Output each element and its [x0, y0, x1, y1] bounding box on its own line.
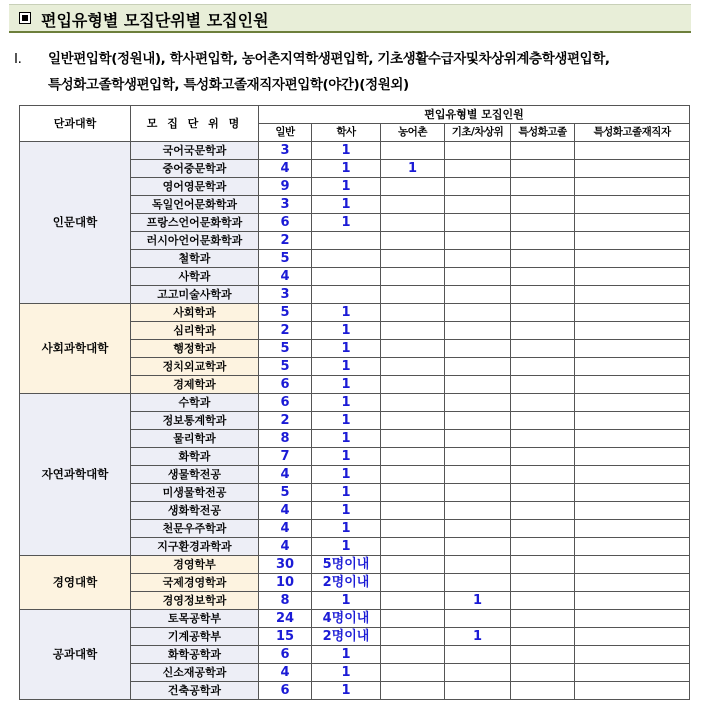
- quota-value: [511, 520, 575, 538]
- intro-number: Ⅰ.: [14, 51, 22, 67]
- quota-value: [511, 142, 575, 160]
- quota-value: [381, 304, 445, 322]
- quota-value: [575, 556, 690, 574]
- quota-value: [575, 394, 690, 412]
- quota-value: [381, 556, 445, 574]
- unit-name: 물리학과: [131, 430, 259, 448]
- quota-value: 5: [259, 358, 312, 376]
- quota-value: [381, 322, 445, 340]
- quota-value: [511, 232, 575, 250]
- quota-value: 1: [312, 160, 381, 178]
- header-unit: 모 집 단 위 명: [131, 106, 259, 142]
- quota-value: [312, 232, 381, 250]
- quota-value: [575, 376, 690, 394]
- quota-value: 1: [312, 502, 381, 520]
- unit-name: 경영학부: [131, 556, 259, 574]
- quota-value: 15: [259, 628, 312, 646]
- quota-value: 5명이내: [312, 556, 381, 574]
- quota-value: [511, 250, 575, 268]
- quota-table: [19, 105, 690, 700]
- quota-value: 1: [312, 448, 381, 466]
- quota-value: [445, 502, 511, 520]
- header-col-rural: 농어촌: [381, 124, 445, 142]
- quota-value: 1: [312, 340, 381, 358]
- unit-name: 중어중문학과: [131, 160, 259, 178]
- quota-value: [575, 466, 690, 484]
- table-row: [20, 142, 690, 160]
- quota-value: [445, 664, 511, 682]
- quota-value: 1: [312, 430, 381, 448]
- unit-name: 지구환경과학과: [131, 538, 259, 556]
- quota-value: 24: [259, 610, 312, 628]
- quota-value: [511, 466, 575, 484]
- quota-value: [511, 592, 575, 610]
- quota-value: [445, 178, 511, 196]
- quota-value: [575, 538, 690, 556]
- quota-value: 1: [312, 664, 381, 682]
- quota-value: [575, 232, 690, 250]
- quota-value: [575, 628, 690, 646]
- quota-value: 5: [259, 340, 312, 358]
- quota-value: [381, 502, 445, 520]
- quota-value: 1: [312, 646, 381, 664]
- quota-value: [445, 304, 511, 322]
- quota-value: [575, 286, 690, 304]
- quota-value: 8: [259, 592, 312, 610]
- unit-name: 러시아언어문화학과: [131, 232, 259, 250]
- quota-value: [575, 502, 690, 520]
- quota-value: [445, 574, 511, 592]
- quota-value: [445, 214, 511, 232]
- quota-value: [511, 178, 575, 196]
- unit-name: 심리학과: [131, 322, 259, 340]
- quota-value: [381, 394, 445, 412]
- quota-value: [445, 538, 511, 556]
- quota-value: 1: [312, 196, 381, 214]
- unit-name: 영어영문학과: [131, 178, 259, 196]
- unit-name: 고고미술사학과: [131, 286, 259, 304]
- quota-value: [445, 646, 511, 664]
- quota-value: 1: [312, 466, 381, 484]
- college-name: 자연과학대학: [20, 394, 131, 556]
- quota-value: 2명이내: [312, 628, 381, 646]
- quota-value: [381, 358, 445, 376]
- quota-value: 6: [259, 376, 312, 394]
- quota-value: [381, 196, 445, 214]
- quota-value: 10: [259, 574, 312, 592]
- quota-value: [511, 628, 575, 646]
- quota-value: [445, 358, 511, 376]
- quota-value: 1: [312, 682, 381, 700]
- header-col-general: 일반: [259, 124, 312, 142]
- quota-value: 4: [259, 520, 312, 538]
- quota-value: [575, 196, 690, 214]
- title-underline: [9, 31, 691, 33]
- quota-value: [445, 412, 511, 430]
- quota-value: [381, 682, 445, 700]
- unit-name: 경제학과: [131, 376, 259, 394]
- quota-value: 2명이내: [312, 574, 381, 592]
- quota-value: 3: [259, 286, 312, 304]
- quota-value: [381, 250, 445, 268]
- unit-name: 철학과: [131, 250, 259, 268]
- quota-value: 1: [312, 322, 381, 340]
- quota-value: [575, 646, 690, 664]
- quota-value: 1: [381, 160, 445, 178]
- quota-value: [575, 574, 690, 592]
- quota-value: [381, 520, 445, 538]
- quota-value: 9: [259, 178, 312, 196]
- quota-value: 2: [259, 412, 312, 430]
- quota-value: [445, 286, 511, 304]
- quota-value: [445, 610, 511, 628]
- quota-value: [575, 448, 690, 466]
- quota-value: [511, 412, 575, 430]
- quota-value: [381, 664, 445, 682]
- quota-value: [575, 682, 690, 700]
- quota-value: [511, 682, 575, 700]
- quota-value: [575, 268, 690, 286]
- quota-value: 7: [259, 448, 312, 466]
- quota-value: [575, 304, 690, 322]
- table-row: [20, 304, 690, 322]
- quota-value: [445, 556, 511, 574]
- unit-name: 사회학과: [131, 304, 259, 322]
- quota-value: 1: [312, 178, 381, 196]
- table-row: [20, 394, 690, 412]
- quota-value: 6: [259, 214, 312, 232]
- quota-value: [575, 520, 690, 538]
- quota-value: [575, 610, 690, 628]
- quota-value: 3: [259, 196, 312, 214]
- quota-value: 5: [259, 250, 312, 268]
- quota-value: [312, 268, 381, 286]
- quota-value: 6: [259, 394, 312, 412]
- header-col-basic: 기초/차상위: [445, 124, 511, 142]
- quota-value: 1: [312, 538, 381, 556]
- quota-value: [511, 430, 575, 448]
- quota-value: [445, 250, 511, 268]
- unit-name: 화학공학과: [131, 646, 259, 664]
- quota-value: 4: [259, 502, 312, 520]
- unit-name: 국제경영학과: [131, 574, 259, 592]
- college-name: 경영대학: [20, 556, 131, 610]
- quota-value: 1: [312, 376, 381, 394]
- quota-value: 6: [259, 682, 312, 700]
- quota-value: [381, 430, 445, 448]
- college-name: 공과대학: [20, 610, 131, 700]
- quota-value: [381, 286, 445, 304]
- unit-name: 정보통계학과: [131, 412, 259, 430]
- unit-name: 행정학과: [131, 340, 259, 358]
- quota-value: [381, 214, 445, 232]
- quota-value: [445, 448, 511, 466]
- header-col-vocational-worker: 특성화고졸재직자: [575, 124, 690, 142]
- unit-name: 생화학전공: [131, 502, 259, 520]
- quota-value: [312, 250, 381, 268]
- unit-name: 경영정보학과: [131, 592, 259, 610]
- quota-value: [381, 628, 445, 646]
- quota-value: 4: [259, 160, 312, 178]
- quota-value: [511, 646, 575, 664]
- unit-name: 정치외교학과: [131, 358, 259, 376]
- quota-value: 1: [312, 484, 381, 502]
- quota-value: 5: [259, 304, 312, 322]
- quota-value: [381, 268, 445, 286]
- quota-value: 1: [445, 628, 511, 646]
- quota-value: [445, 394, 511, 412]
- quota-value: 6: [259, 646, 312, 664]
- unit-name: 사학과: [131, 268, 259, 286]
- quota-value: [575, 322, 690, 340]
- unit-name: 기계공학부: [131, 628, 259, 646]
- quota-value: [575, 160, 690, 178]
- quota-value: [575, 430, 690, 448]
- unit-name: 천문우주학과: [131, 520, 259, 538]
- quota-value: [575, 484, 690, 502]
- quota-value: [381, 376, 445, 394]
- quota-value: 30: [259, 556, 312, 574]
- quota-value: [445, 376, 511, 394]
- quota-value: [575, 178, 690, 196]
- quota-value: [511, 610, 575, 628]
- quota-value: [511, 268, 575, 286]
- quota-value: 1: [312, 214, 381, 232]
- quota-value: 1: [312, 520, 381, 538]
- quota-value: [381, 538, 445, 556]
- quota-value: [381, 178, 445, 196]
- quota-value: [575, 340, 690, 358]
- unit-name: 수학과: [131, 394, 259, 412]
- intro-line-2: 특성화고졸학생편입학, 특성화고졸재직자편입학(야간)(정원외): [48, 77, 409, 93]
- quota-value: [445, 160, 511, 178]
- quota-value: [381, 466, 445, 484]
- quota-value: [511, 304, 575, 322]
- college-name: 사회과학대학: [20, 304, 131, 394]
- quota-value: [575, 142, 690, 160]
- quota-value: [445, 268, 511, 286]
- quota-value: 4: [259, 268, 312, 286]
- quota-value: [511, 358, 575, 376]
- quota-value: [511, 322, 575, 340]
- quota-value: [511, 556, 575, 574]
- quota-value: [445, 340, 511, 358]
- header-group: 편입유형별 모집인원: [259, 106, 690, 124]
- quota-value: [511, 376, 575, 394]
- quota-value: 2: [259, 232, 312, 250]
- quota-value: 4: [259, 664, 312, 682]
- unit-name: 국어국문학과: [131, 142, 259, 160]
- quota-value: [445, 196, 511, 214]
- table-row: [20, 610, 690, 628]
- quota-value: [511, 538, 575, 556]
- quota-value: [575, 592, 690, 610]
- header-col-bachelor: 학사: [312, 124, 381, 142]
- quota-value: 1: [312, 358, 381, 376]
- quota-value: [511, 574, 575, 592]
- unit-name: 독일언어문화학과: [131, 196, 259, 214]
- unit-name: 건축공학과: [131, 682, 259, 700]
- quota-value: [445, 682, 511, 700]
- quota-value: [445, 142, 511, 160]
- quota-value: [511, 196, 575, 214]
- quota-value: [575, 664, 690, 682]
- unit-name: 토목공학부: [131, 610, 259, 628]
- quota-value: 3: [259, 142, 312, 160]
- quota-value: [312, 286, 381, 304]
- quota-value: [575, 412, 690, 430]
- quota-value: [381, 448, 445, 466]
- quota-value: [381, 412, 445, 430]
- unit-name: 프랑스언어문화학과: [131, 214, 259, 232]
- intro-line-1: 일반편입학(정원내), 학사편입학, 농어촌지역학생편입학, 기초생활수급자및차상위계층학생편입학,: [48, 51, 610, 67]
- quota-value: [381, 592, 445, 610]
- unit-name: 신소재공학과: [131, 664, 259, 682]
- quota-value: [445, 520, 511, 538]
- header-college: 단과대학: [20, 106, 131, 142]
- quota-value: [381, 646, 445, 664]
- quota-value: [511, 340, 575, 358]
- quota-value: [445, 484, 511, 502]
- quota-value: [381, 574, 445, 592]
- quota-value: 2: [259, 322, 312, 340]
- quota-value: [445, 232, 511, 250]
- quota-value: [511, 448, 575, 466]
- quota-value: [511, 664, 575, 682]
- quota-value: 1: [445, 592, 511, 610]
- quota-value: [445, 322, 511, 340]
- quota-value: [511, 484, 575, 502]
- quota-value: 4명이내: [312, 610, 381, 628]
- quota-value: [445, 430, 511, 448]
- quota-value: [511, 286, 575, 304]
- quota-value: [575, 214, 690, 232]
- quota-value: 1: [312, 592, 381, 610]
- square-bullet-icon: [19, 12, 31, 24]
- quota-value: 1: [312, 412, 381, 430]
- quota-value: [381, 610, 445, 628]
- section-title-bar: [9, 4, 691, 31]
- quota-value: [381, 142, 445, 160]
- quota-value: [445, 466, 511, 484]
- quota-value: 8: [259, 430, 312, 448]
- unit-name: 화학과: [131, 448, 259, 466]
- quota-value: 4: [259, 538, 312, 556]
- quota-value: 5: [259, 484, 312, 502]
- section-title: 편입유형별 모집단위별 모집인원: [41, 11, 269, 30]
- quota-value: 1: [312, 304, 381, 322]
- quota-value: [511, 160, 575, 178]
- table-row: [20, 556, 690, 574]
- quota-value: [511, 214, 575, 232]
- unit-name: 생물학전공: [131, 466, 259, 484]
- quota-value: [575, 250, 690, 268]
- quota-value: 4: [259, 466, 312, 484]
- quota-value: [381, 484, 445, 502]
- quota-value: 1: [312, 394, 381, 412]
- quota-value: [511, 394, 575, 412]
- header-col-vocational: 특성화고졸: [511, 124, 575, 142]
- unit-name: 미생물학전공: [131, 484, 259, 502]
- college-name: 인문대학: [20, 142, 131, 304]
- quota-value: [381, 232, 445, 250]
- quota-value: [575, 358, 690, 376]
- quota-value: [381, 340, 445, 358]
- quota-value: [511, 502, 575, 520]
- quota-value: 1: [312, 142, 381, 160]
